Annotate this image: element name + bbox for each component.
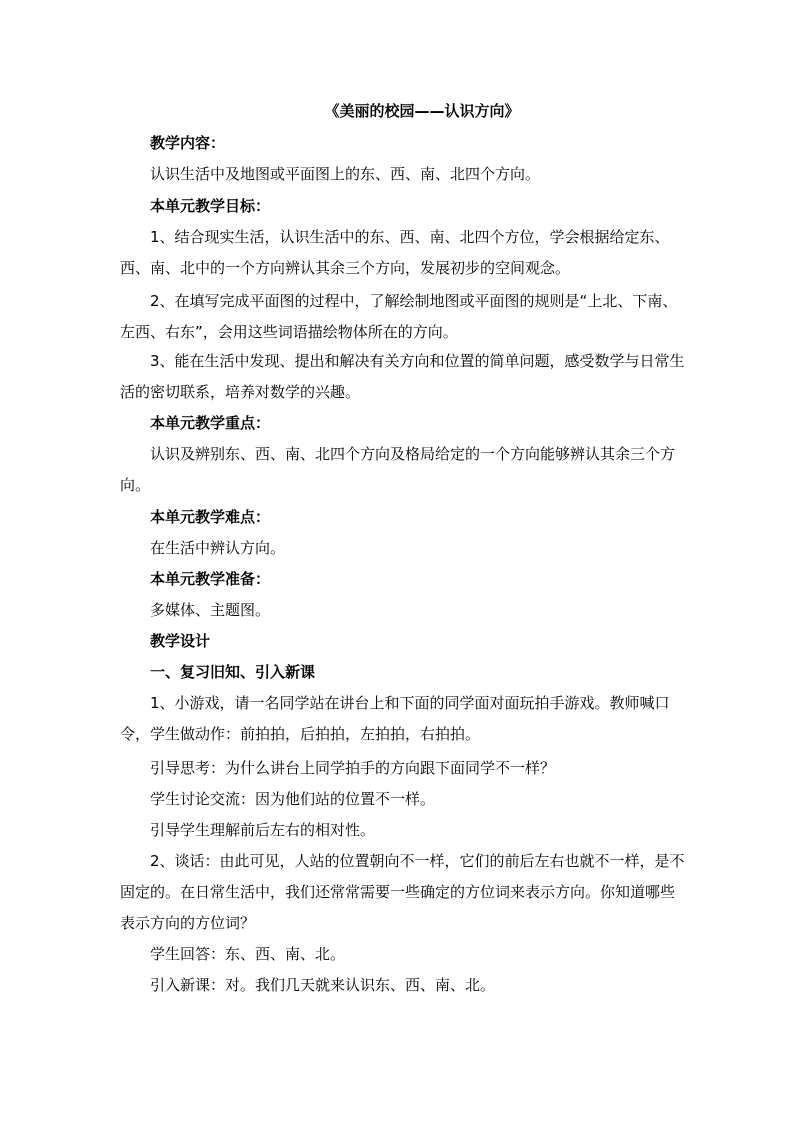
- heading-unit-difficulties: 本单元教学难点：: [150, 508, 271, 526]
- paragraph-goal-3: 3、能在生活中发现、提出和解决有关方向和位置的简单问题，感受数学与日常生活的密切联系，培养对数学的兴趣。: [120, 352, 685, 401]
- paragraph-section1-game: 1、小游戏，请一名同学站在讲台上和下面的同学面对面玩拍手游戏。教师喊口令，学生做动作：前拍拍，后拍拍，左拍拍，右拍拍。: [120, 694, 670, 743]
- heading-unit-preparation: 本单元教学准备：: [150, 570, 271, 588]
- paragraph-goal-2: 2、在填写完成平面图的过程中，了解绘制地图或平面图的规则是“上北、下南、左西、右东”，会用这些词语描绘物体所在的方向。: [120, 292, 678, 341]
- heading-section-1: 一、复习旧知、引入新课: [150, 663, 316, 681]
- paragraph-goal-1: 1、结合现实生活，认识生活中的东、西、南、北四个方位，学会根据给定东、西、南、北中的一个方向辨认其余三个方向，发展初步的空间观念。: [120, 228, 670, 277]
- paragraph-section1-guide-question: 引导思考：为什么讲台上同学拍手的方向跟下面同学不一样？: [150, 759, 556, 777]
- paragraph-key-points: 认识及辨别东、西、南、北四个方向及格局给定的一个方向能够辨认其余三个方向。: [120, 445, 676, 494]
- heading-teaching-content: 教学内容：: [150, 134, 226, 152]
- paragraph-section1-introduce: 引入新课：对。我们几天就来认识东、西、南、北。: [150, 976, 496, 994]
- document-title: 《美丽的校园——认识方向》: [324, 102, 520, 120]
- paragraph-preparation: 多媒体、主题图。: [150, 601, 271, 619]
- paragraph-teaching-content: 认识生活中及地图或平面图上的东、西、南、北四个方向。: [150, 165, 541, 183]
- paragraph-section1-discussion: 学生讨论交流：因为他们站的位置不一样。: [150, 790, 436, 808]
- heading-unit-goals: 本单元教学目标：: [150, 197, 271, 215]
- heading-unit-key-points: 本单元教学重点：: [150, 414, 271, 432]
- paragraph-difficulties: 在生活中辨认方向。: [150, 539, 286, 557]
- paragraph-section1-answer: 学生回答：东、西、南、北。: [150, 945, 346, 963]
- paragraph-section1-relativity: 引导学生理解前后左右的相对性。: [150, 821, 376, 839]
- heading-teaching-design: 教学设计: [150, 632, 211, 650]
- paragraph-section1-talk: 2、谈话：由此可见，人站的位置朝向不一样，它们的前后左右也就不一样，是不固定的。在日常生活中，我们还常常需要一些确定的方位词来表示方向。你知道哪些表示方向的方位词？: [120, 852, 685, 932]
